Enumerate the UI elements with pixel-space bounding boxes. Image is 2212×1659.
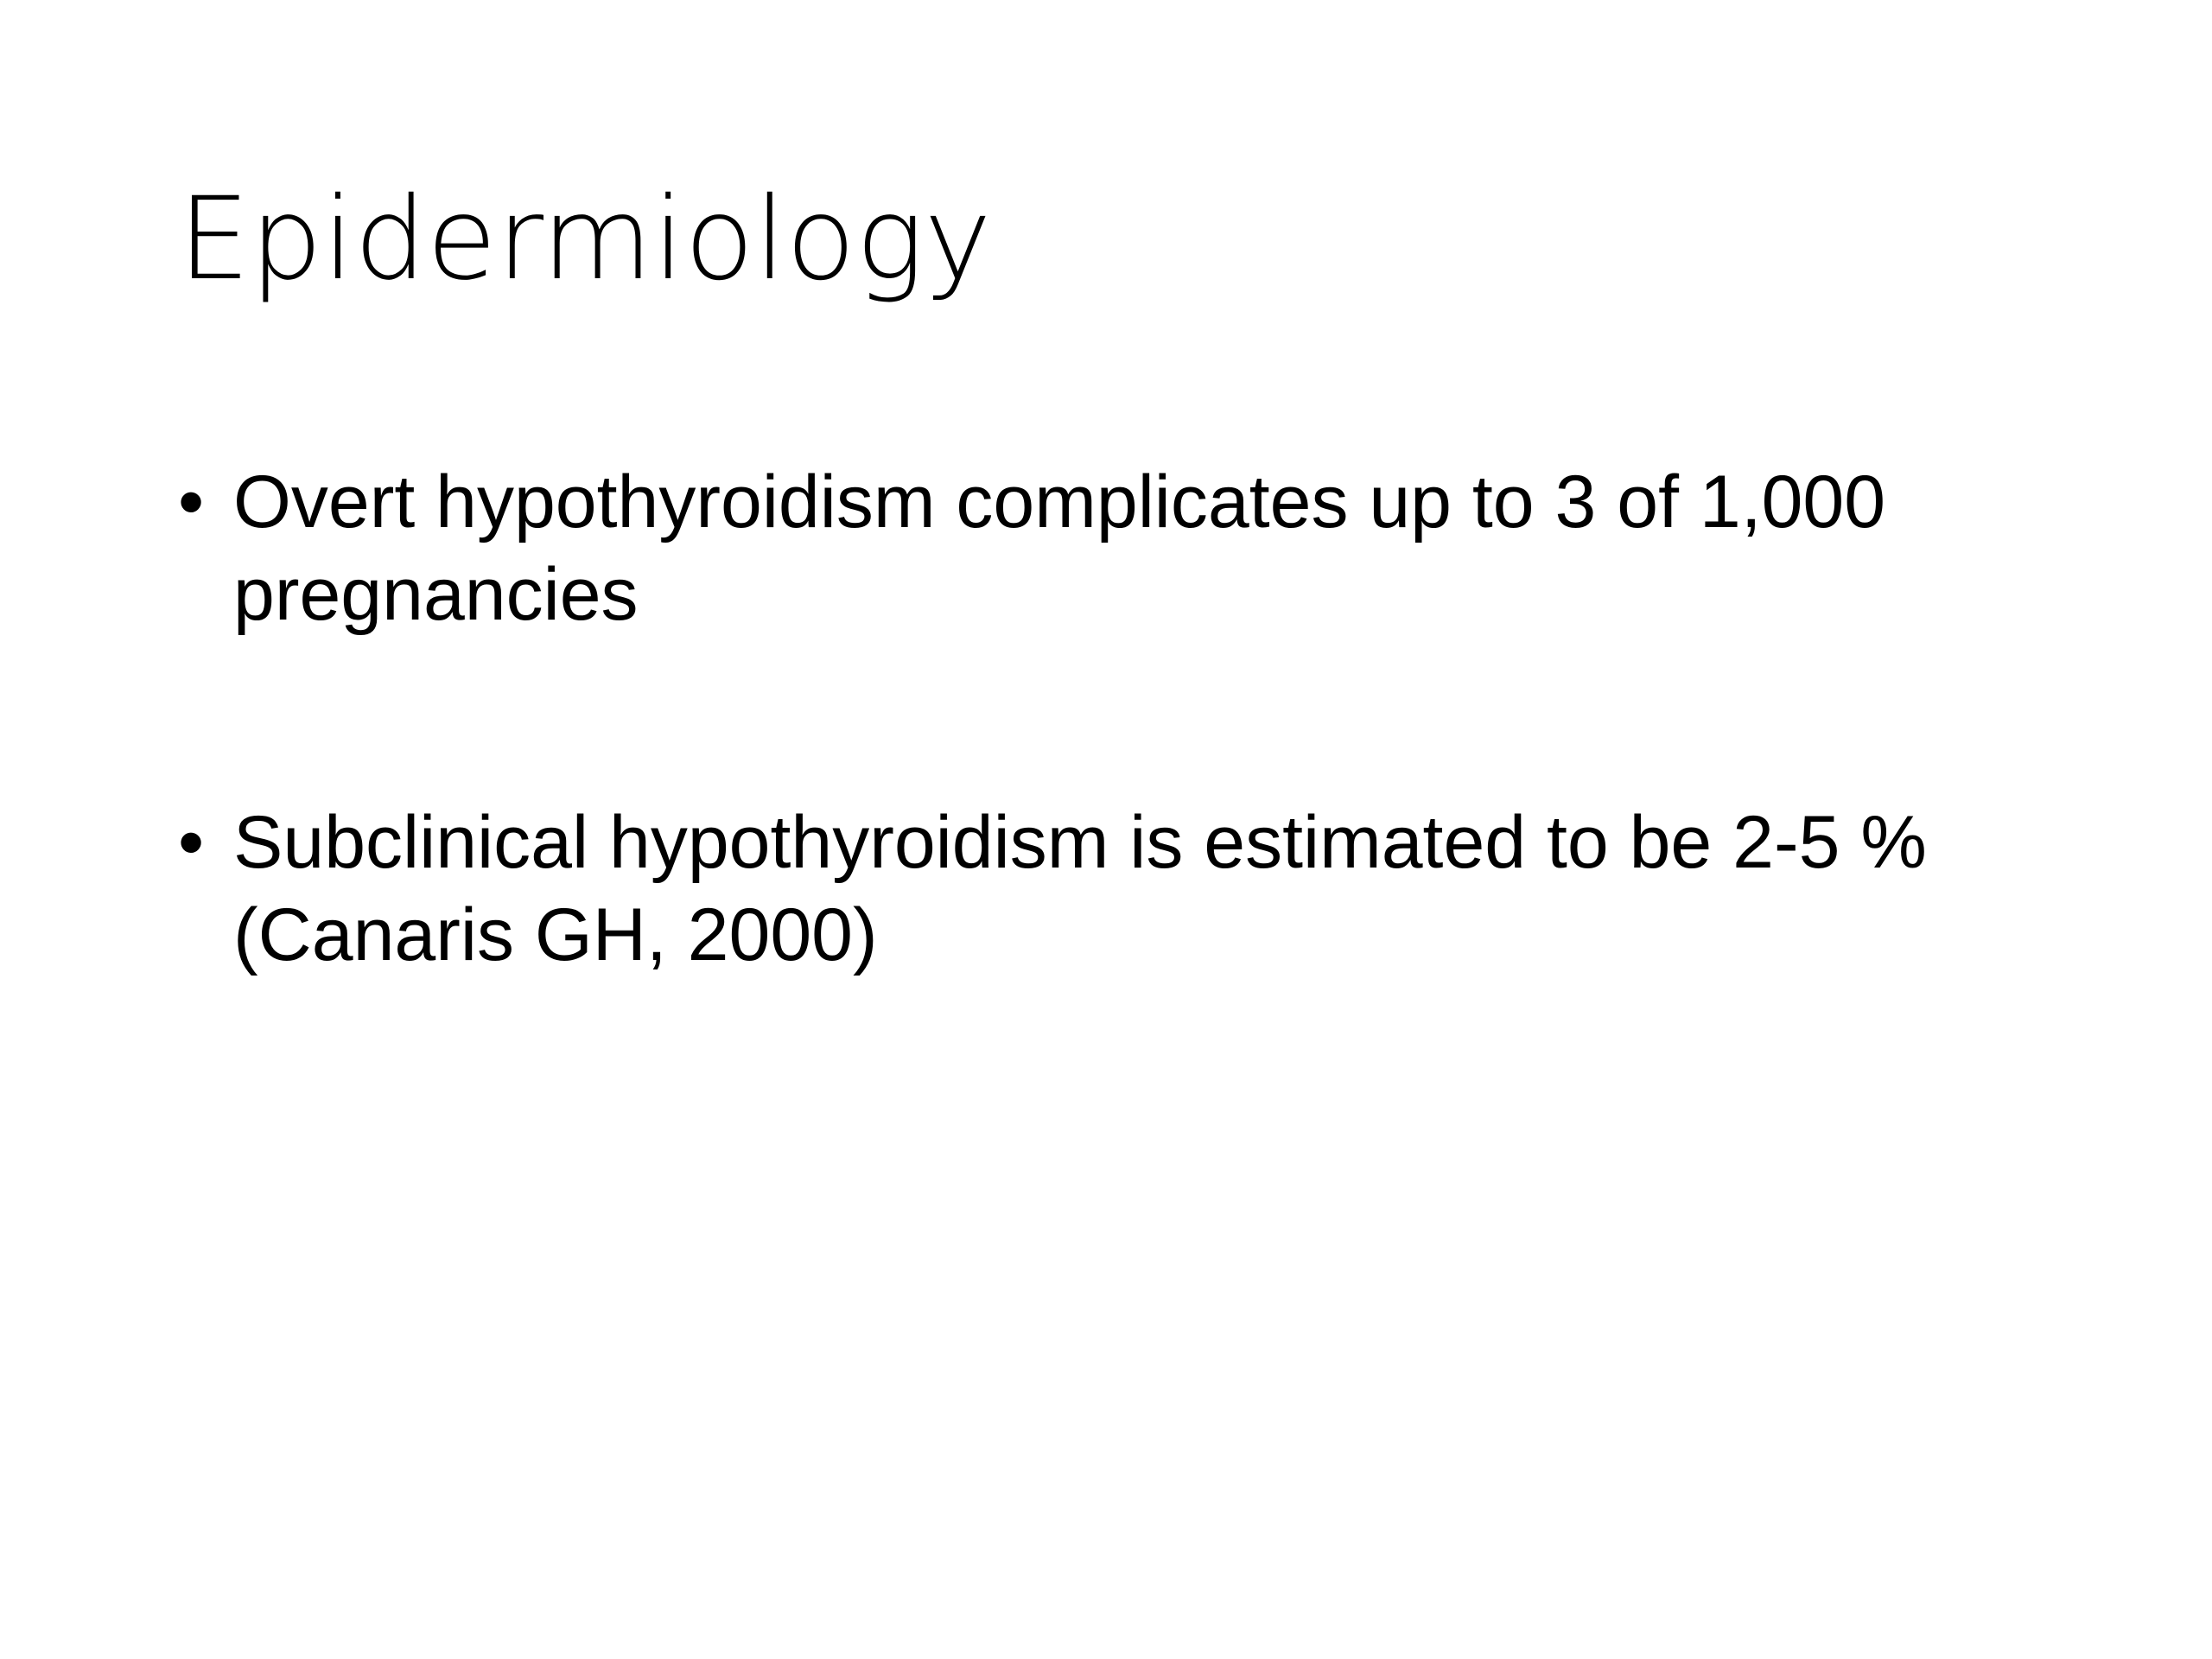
- bullet-text-line-2: pregnancies: [233, 553, 639, 636]
- bullet-item-subclinical: [178, 797, 2079, 982]
- bullet-text-line-1: Subclinical hypothyroidism is estimated to be 2-5 %: [233, 801, 1927, 884]
- bullet-item-overt: [178, 456, 2079, 641]
- bullet-marker: •: [178, 801, 205, 884]
- bullet-marker: •: [178, 461, 205, 543]
- bullet-text-line-2: (Canaris GH, 2000): [233, 893, 878, 976]
- bullet-list: [178, 456, 2079, 982]
- slide-title: Epidermiology: [178, 173, 992, 306]
- bullet-text-line-1: Overt hypothyroidism complicates up to 3 of 1,000: [233, 461, 1886, 543]
